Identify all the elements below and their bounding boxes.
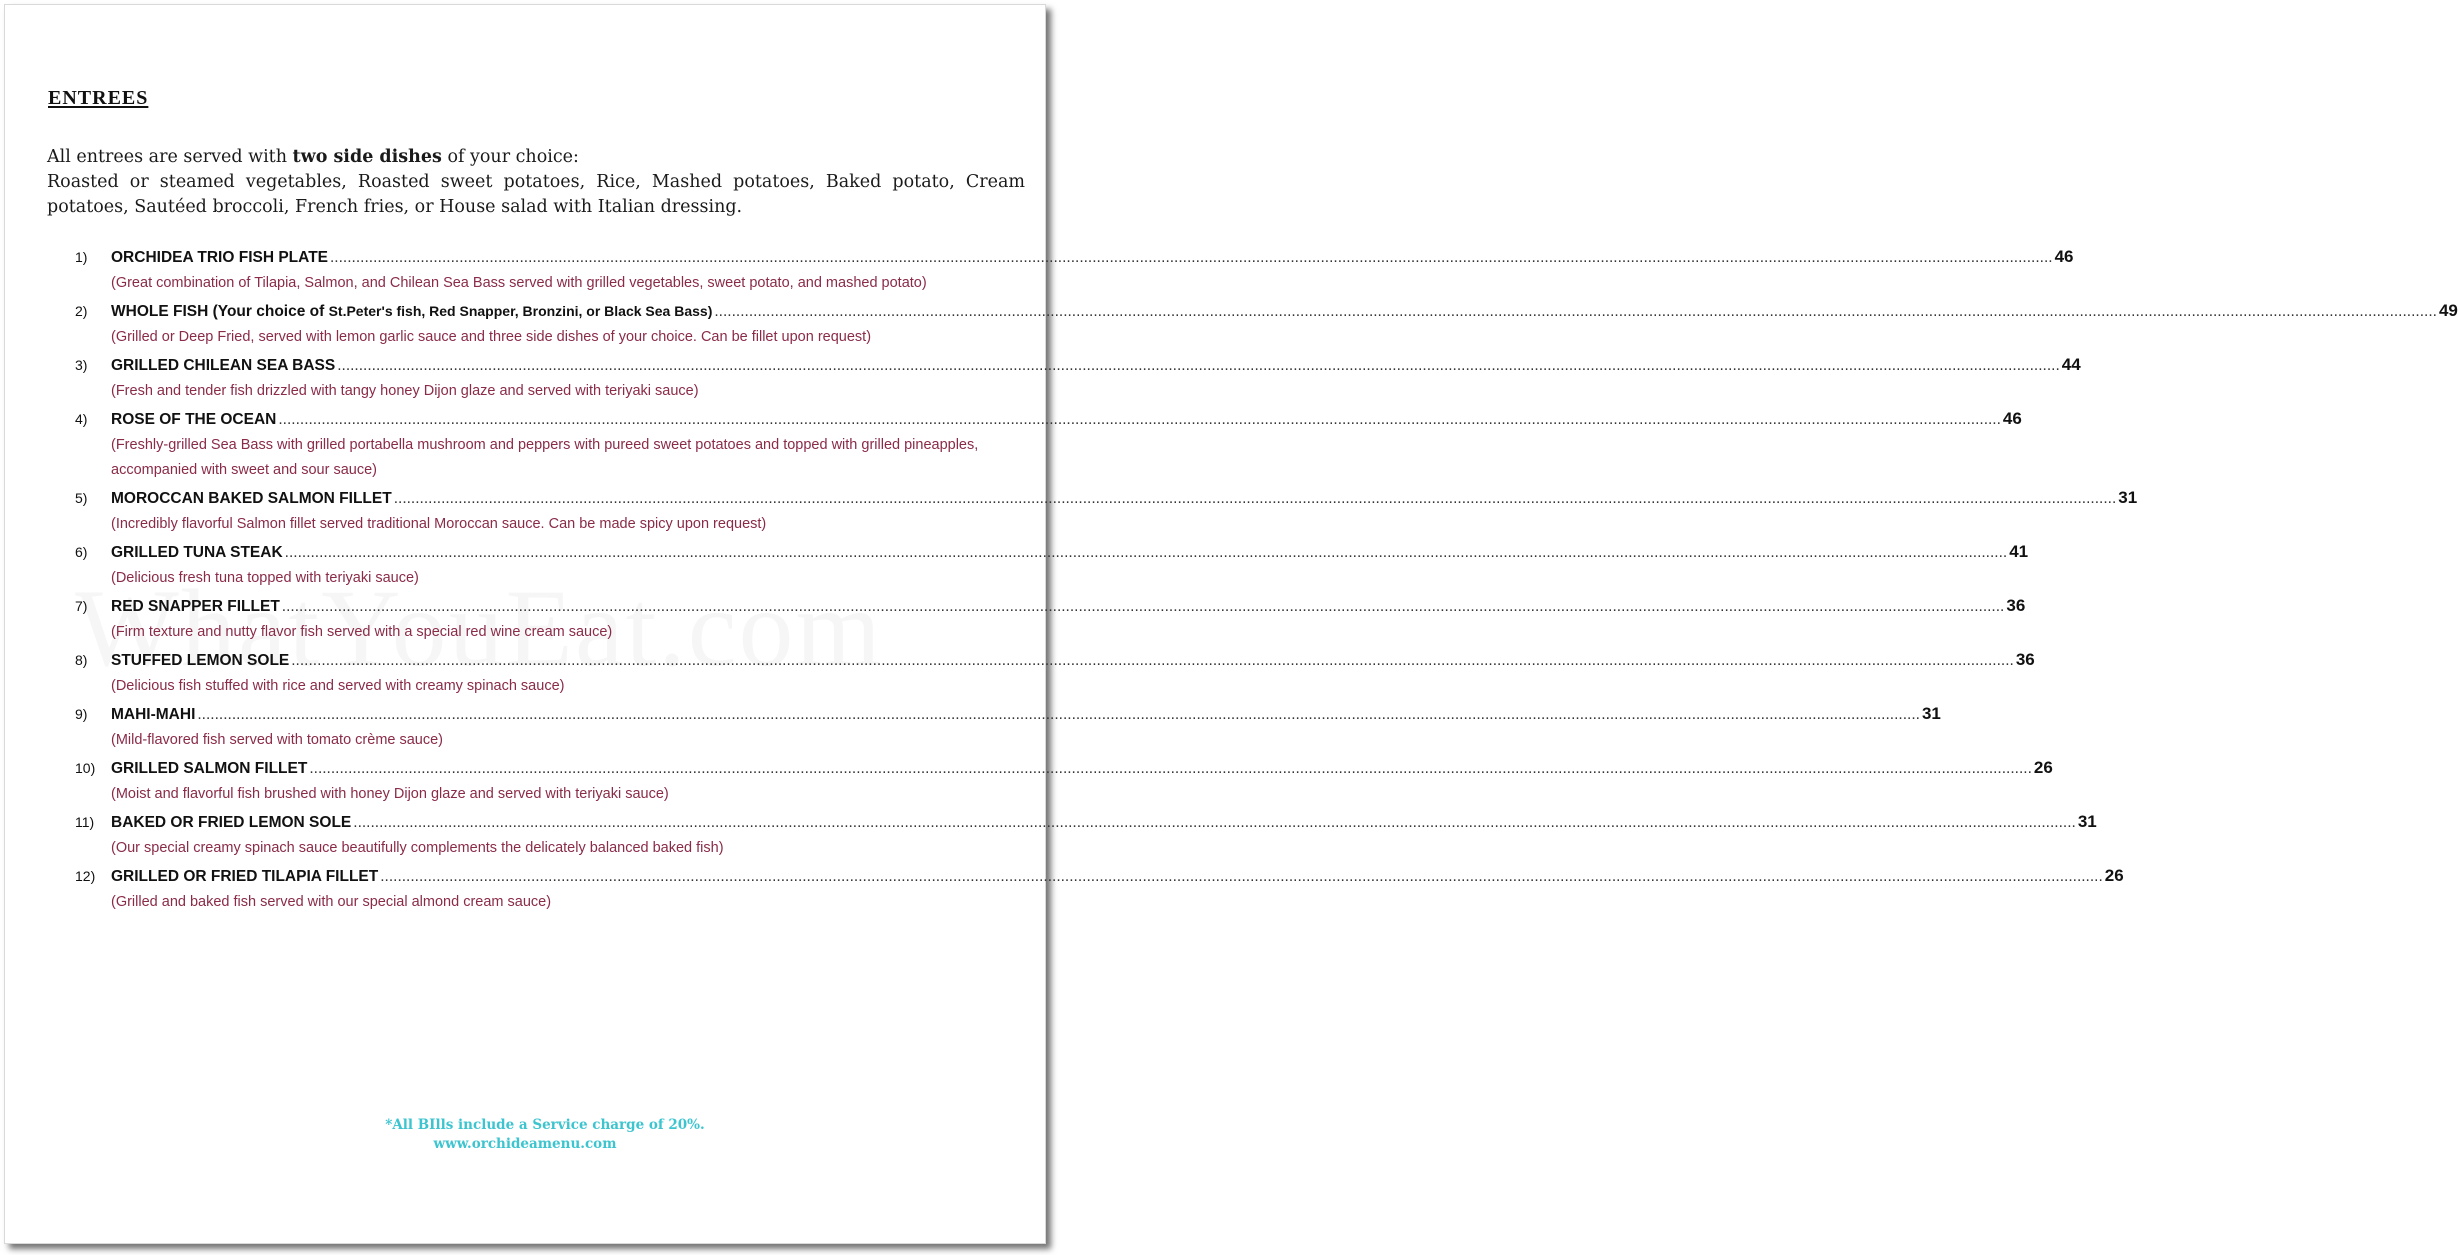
item-number: 5) <box>75 490 88 506</box>
item-price: 26 <box>2033 758 2053 777</box>
item-price: 31 <box>1921 704 1941 723</box>
item-name <box>111 406 276 434</box>
item-number: 12) <box>75 868 96 884</box>
item-number: 1) <box>75 249 88 265</box>
item-description: (Fresh and tender fish drizzled with tangy honey Dijon glaze and served with teriyaki sauce) <box>111 383 699 399</box>
menu-item-row <box>75 243 2074 271</box>
dot-leader: ................................................................................................................................................................................................................................................................................................................................................................................................................ <box>330 249 2053 266</box>
item-price: 46 <box>2054 247 2074 266</box>
item-price: 44 <box>2061 355 2081 374</box>
menu-item <box>75 351 2081 404</box>
menu-item <box>75 592 2026 645</box>
item-name-text: RED SNAPPER FILLET <box>111 598 280 615</box>
item-description: (Incredibly flavorful Salmon fillet served traditional Moroccan sauce. Can be made spicy upon request) <box>111 516 767 532</box>
item-name-text: GRILLED OR FRIED TILAPIA FILLET <box>111 868 379 885</box>
item-price: 26 <box>2104 866 2124 885</box>
menu-item-row <box>75 700 1941 728</box>
item-name-options: St.Peter's fish, Red Snapper, Bronzini, or Black Sea Bass) <box>328 303 713 319</box>
dot-leader: ................................................................................................................................................................................................................................................................................................................................................................................................................ <box>281 598 2005 615</box>
item-price: 46 <box>2002 409 2022 428</box>
item-name <box>111 485 392 513</box>
menu-item <box>75 646 2035 699</box>
entree-list <box>75 243 2458 916</box>
item-name-text: ORCHIDEA TRIO FISH PLATE <box>111 249 328 266</box>
menu-item <box>75 754 2053 807</box>
item-description: (Great combination of Tilapia, Salmon, and Chilean Sea Bass served with grilled vegetables, sweet potato, and mashed potato) <box>111 275 927 291</box>
item-name <box>111 809 351 837</box>
menu-item-row <box>75 862 2124 890</box>
intro-bold: two side dishes <box>292 147 442 167</box>
menu-item <box>75 808 2097 861</box>
menu-item-row <box>75 646 2035 674</box>
item-price: 49 <box>2438 301 2458 320</box>
menu-page <box>4 4 2458 1244</box>
menu-item-row <box>75 538 2029 566</box>
dot-leader: ................................................................................................................................................................................................................................................................................................................................................................................................................ <box>337 357 2060 374</box>
dot-leader: ................................................................................................................................................................................................................................................................................................................................................................................................................ <box>197 706 1920 723</box>
item-name <box>111 593 280 621</box>
menu-item-row <box>75 405 2022 433</box>
dot-leader: ................................................................................................................................................................................................................................................................................................................................................................................................................ <box>309 760 2032 777</box>
item-price: 31 <box>2077 812 2097 831</box>
item-number: 6) <box>75 544 88 560</box>
intro-text <box>47 145 1025 220</box>
item-description: (Moist and flavorful fish brushed with honey Dijon glaze and served with teriyaki sauce) <box>111 786 669 802</box>
menu-item <box>75 243 2074 296</box>
item-description: (Grilled or Deep Fried, served with lemon garlic sauce and three side dishes of your choice. Can be fillet upon request) <box>111 329 872 345</box>
item-name <box>111 244 328 272</box>
dot-leader: ................................................................................................................................................................................................................................................................................................................................................................................................................ <box>393 490 2117 507</box>
item-name-text: STUFFED LEMON SOLE <box>111 652 290 669</box>
dot-leader: ................................................................................................................................................................................................................................................................................................................................................................................................................ <box>353 814 2076 831</box>
dot-leader: ................................................................................................................................................................................................................................................................................................................................................................................................................ <box>291 652 2014 669</box>
intro-prefix: All entrees are served with <box>47 147 293 167</box>
item-description: (Our special creamy spinach sauce beautifully complements the delicately balanced baked fish) <box>111 840 724 856</box>
item-number: 8) <box>75 652 88 668</box>
menu-item <box>75 538 2029 591</box>
item-description: (Delicious fish stuffed with rice and served with creamy spinach sauce) <box>111 678 565 694</box>
item-number: 11) <box>75 814 95 830</box>
service-charge-note: *All BIlls include a Service charge of 20%. <box>385 1117 705 1133</box>
item-description: (Freshly-grilled Sea Bass with grilled portabella mushroom and peppers with pureed sweet potatoes and topped with grilled pineapples, accompanied with sweet and sour sauce) <box>111 437 979 478</box>
item-name-text: MOROCCAN BAKED SALMON FILLET <box>111 490 392 507</box>
item-description: (Delicious fresh tuna topped with teriyaki sauce) <box>111 570 419 586</box>
website-link[interactable]: www.orchideamenu.com <box>433 1136 617 1152</box>
menu-item <box>75 484 2138 537</box>
item-price: 41 <box>2009 542 2029 561</box>
section-title: ENTREES <box>48 87 149 109</box>
item-name <box>111 297 712 326</box>
menu-item-row <box>75 297 2458 325</box>
item-price: 31 <box>2118 488 2138 507</box>
item-name <box>111 352 335 380</box>
item-number: 3) <box>75 357 88 373</box>
item-number: 2) <box>75 303 88 319</box>
item-name <box>111 701 195 729</box>
item-price: 36 <box>2006 596 2026 615</box>
item-name-text: BAKED OR FRIED LEMON SOLE <box>111 814 352 831</box>
menu-item <box>75 862 2124 915</box>
intro-suffix: of your choice: <box>441 147 579 167</box>
side-dishes-list: Roasted or steamed vegetables, Roasted sweet potatoes, Rice, Mashed potatoes, Baked potato, Cream potatoes, Sautéed broccoli, French fries, or House salad with Italian dressing. <box>47 172 1025 217</box>
menu-item <box>75 700 1941 753</box>
menu-item-row <box>75 808 2097 836</box>
item-price: 36 <box>2015 650 2035 669</box>
item-description: (Grilled and baked fish served with our special almond cream sauce) <box>111 894 552 910</box>
item-description: (Firm texture and nutty flavor fish served with a special red wine cream sauce) <box>111 624 613 640</box>
item-name-text: WHOLE FISH (Your choice of <box>111 303 329 320</box>
menu-item-row <box>75 754 2053 782</box>
item-name-text: ROSE OF THE OCEAN <box>111 411 277 428</box>
dot-leader: ................................................................................................................................................................................................................................................................................................................................................................................................................ <box>278 411 2001 428</box>
menu-item <box>75 405 2022 483</box>
item-name <box>111 647 289 675</box>
item-name-text: GRILLED CHILEAN SEA BASS <box>111 357 336 374</box>
dot-leader: ................................................................................................................................................................................................................................................................................................................................................................................................................ <box>380 868 2103 885</box>
item-name <box>111 539 283 567</box>
item-name-text: MAHI-MAHI <box>111 706 196 723</box>
intro-line <box>47 145 1025 170</box>
dot-leader: ................................................................................................................................................................................................................................................................................................................................................................................................................ <box>714 303 2437 320</box>
item-name-text: GRILLED SALMON FILLET <box>111 760 308 777</box>
menu-item <box>75 297 2458 350</box>
dot-leader: ................................................................................................................................................................................................................................................................................................................................................................................................................ <box>284 544 2008 561</box>
menu-item-row <box>75 351 2081 379</box>
item-name <box>111 755 307 783</box>
item-number: 10) <box>75 760 96 776</box>
footer <box>5 1116 1045 1154</box>
menu-item-row <box>75 592 2026 620</box>
item-description: (Mild-flavored fish served with tomato crème sauce) <box>111 732 444 748</box>
item-name-text: GRILLED TUNA STEAK <box>111 544 283 561</box>
item-number: 7) <box>75 598 88 614</box>
item-number: 4) <box>75 411 88 427</box>
item-name <box>111 863 378 891</box>
item-number: 9) <box>75 706 88 722</box>
menu-item-row <box>75 484 2138 512</box>
